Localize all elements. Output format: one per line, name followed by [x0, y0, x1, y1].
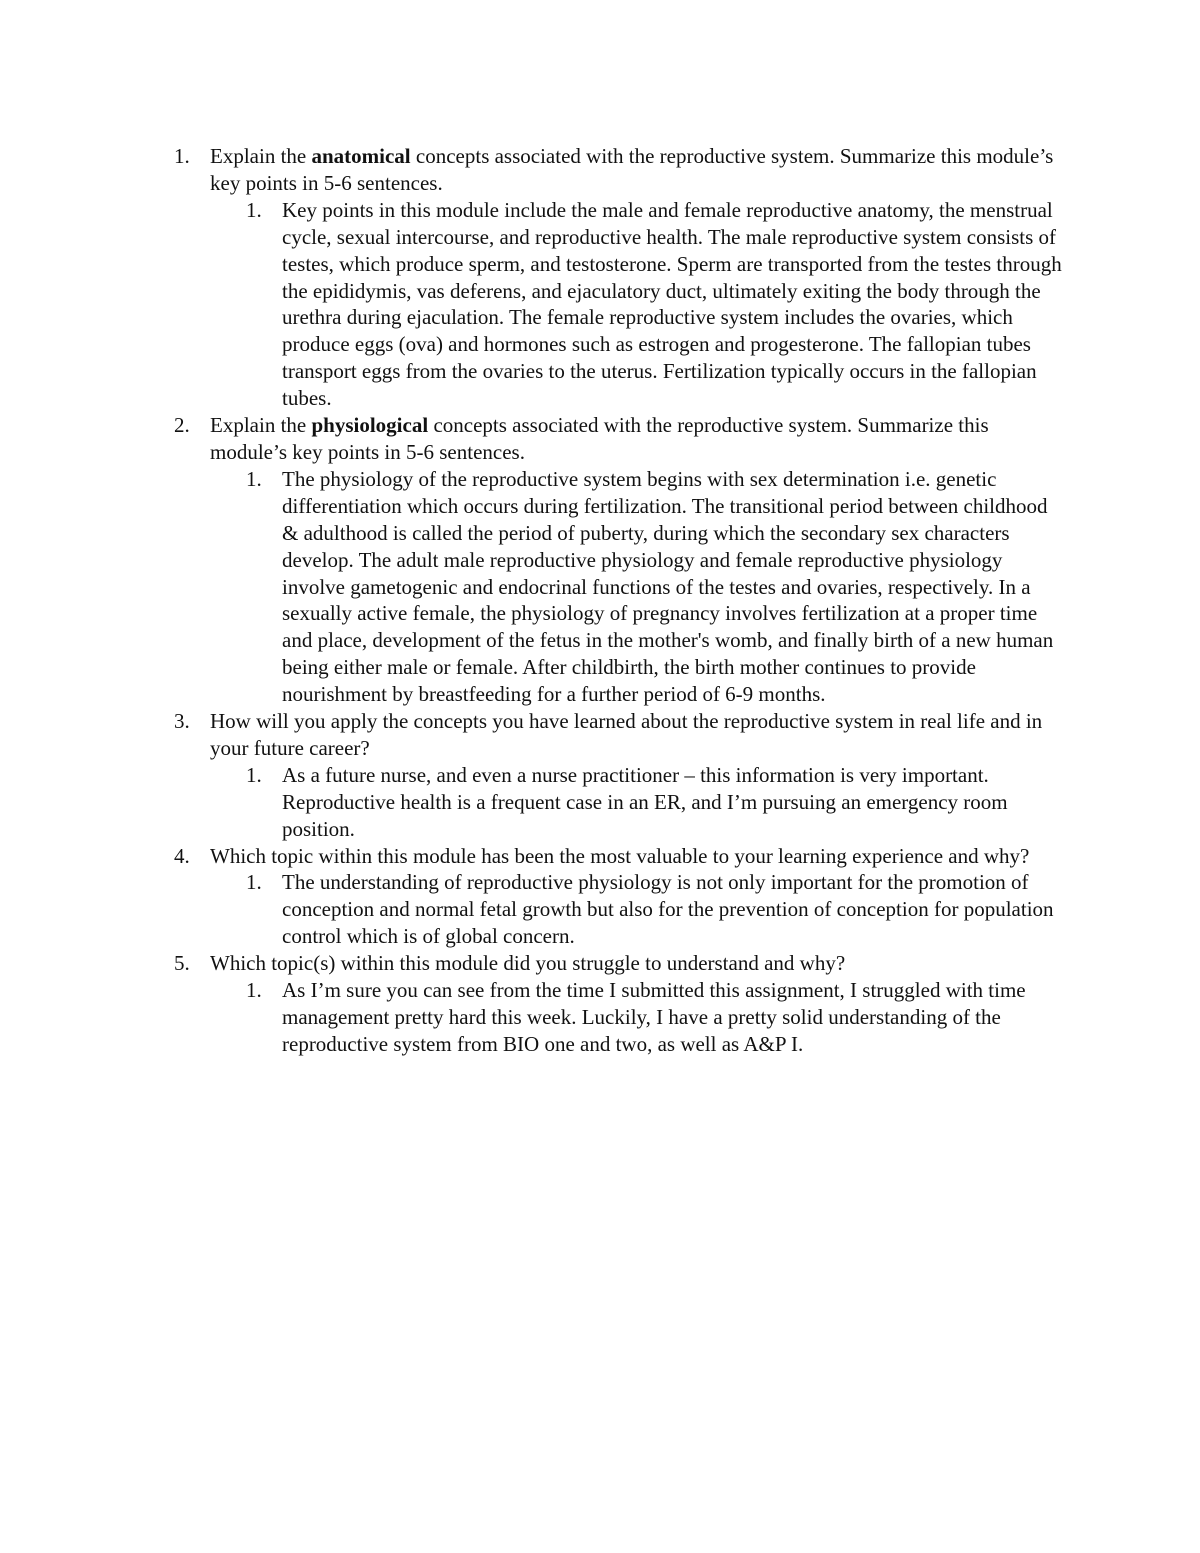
- answer-text: Key points in this module include the male and female reproductive anatomy, the menstrual cycle, sexual intercourse, and reproductive health. The male reproductive system consists of testes, which produce sperm, and testosterone. Sperm are transported from the testes through the epididymis, vas deferens, and ejaculatory duct, ultimately exiting the body through the urethra during ejaculation. The female reproductive system includes the ovaries, which produce eggs (ova) and hormones such as estrogen and progesterone. The fallopian tubes transport eggs from the ovaries to the uterus. Fertilization typically occurs in the fallopian tubes.: [282, 197, 1062, 411]
- answer-text: The physiology of the reproductive system begins with sex determination i.e. genetic differentiation which occurs during fertilization. The transitional period between childhood & adulthood is called the period of puberty, during which the secondary sex characters develop. The adult male reproductive physiology and female reproductive physiology involve gametogenic and endocrinal functions of the testes and ovaries, respectively. In a sexually active female, the physiology of pregnancy involves fertilization at a proper time and place, development of the fetus in the mother's womb, and finally birth of a new human being either male or female. After childbirth, the birth mother continues to provide nourishment by breastfeeding for a further period of 6-9 months.: [282, 466, 1054, 707]
- question-text-post: concepts associated with the reproductive system. Summarize this module’s key points in 5-6 sentences.: [210, 413, 989, 464]
- answer-number: 1.: [246, 870, 262, 895]
- question-item-5: [174, 950, 1064, 977]
- answer-item-2: [210, 466, 1064, 708]
- answer-number: 1.: [246, 197, 262, 222]
- question-number: 2.: [174, 413, 190, 438]
- question-text: Which topic within this module has been the most valuable to your learning experience and why?: [210, 843, 1030, 868]
- question-number: 5.: [174, 951, 190, 976]
- question-list: [174, 143, 1064, 1058]
- answer-number: 1.: [246, 466, 262, 491]
- question-text: How will you apply the concepts you have learned about the reproductive system in real life and in your future career?: [210, 709, 1043, 760]
- answer-number: 1.: [246, 762, 262, 787]
- question-text-post: concepts associated with the reproductive system. Summarize this module’s key points in 5-6 sentences.: [210, 144, 1054, 195]
- question-item-3: [174, 708, 1064, 762]
- question-number: 3.: [174, 709, 190, 734]
- question-number: 1.: [174, 144, 190, 168]
- question-keyword: anatomical: [311, 144, 411, 168]
- question-text: Which topic(s) within this module did you struggle to understand and why?: [210, 951, 846, 976]
- question-number: 4.: [174, 843, 190, 868]
- question-text-pre: Explain the: [210, 413, 312, 438]
- question-text-pre: Explain the: [210, 144, 312, 168]
- question-keyword: physiological: [311, 413, 429, 438]
- answer-text: As a future nurse, and even a nurse practitioner – this information is very important. Reproductive health is a frequent case in an ER, and I’m pursuing an emergency room position.: [282, 762, 1008, 841]
- answer-item-5: [210, 977, 1064, 1058]
- answer-text: The understanding of reproductive physiology is not only important for the promotion of conception and normal fetal growth but also for the prevention of conception for population control which is of global concern.: [282, 870, 1054, 949]
- answer-number: 1.: [246, 978, 262, 1003]
- answer-item-1: [210, 197, 1064, 412]
- question-item-1: [174, 143, 1064, 197]
- question-text: [210, 412, 1064, 466]
- answer-text: As I’m sure you can see from the time I submitted this assignment, I struggled with time management pretty hard this week. Luckily, I have a pretty solid understanding of the reproductive system from BIO one and two, as well as A&P I.: [282, 978, 1026, 1056]
- answer-item-3: [210, 762, 1064, 843]
- question-item-4: [174, 843, 1064, 870]
- question-item-2: [174, 412, 1064, 466]
- answer-item-4: [210, 869, 1064, 950]
- question-text: [210, 143, 1064, 197]
